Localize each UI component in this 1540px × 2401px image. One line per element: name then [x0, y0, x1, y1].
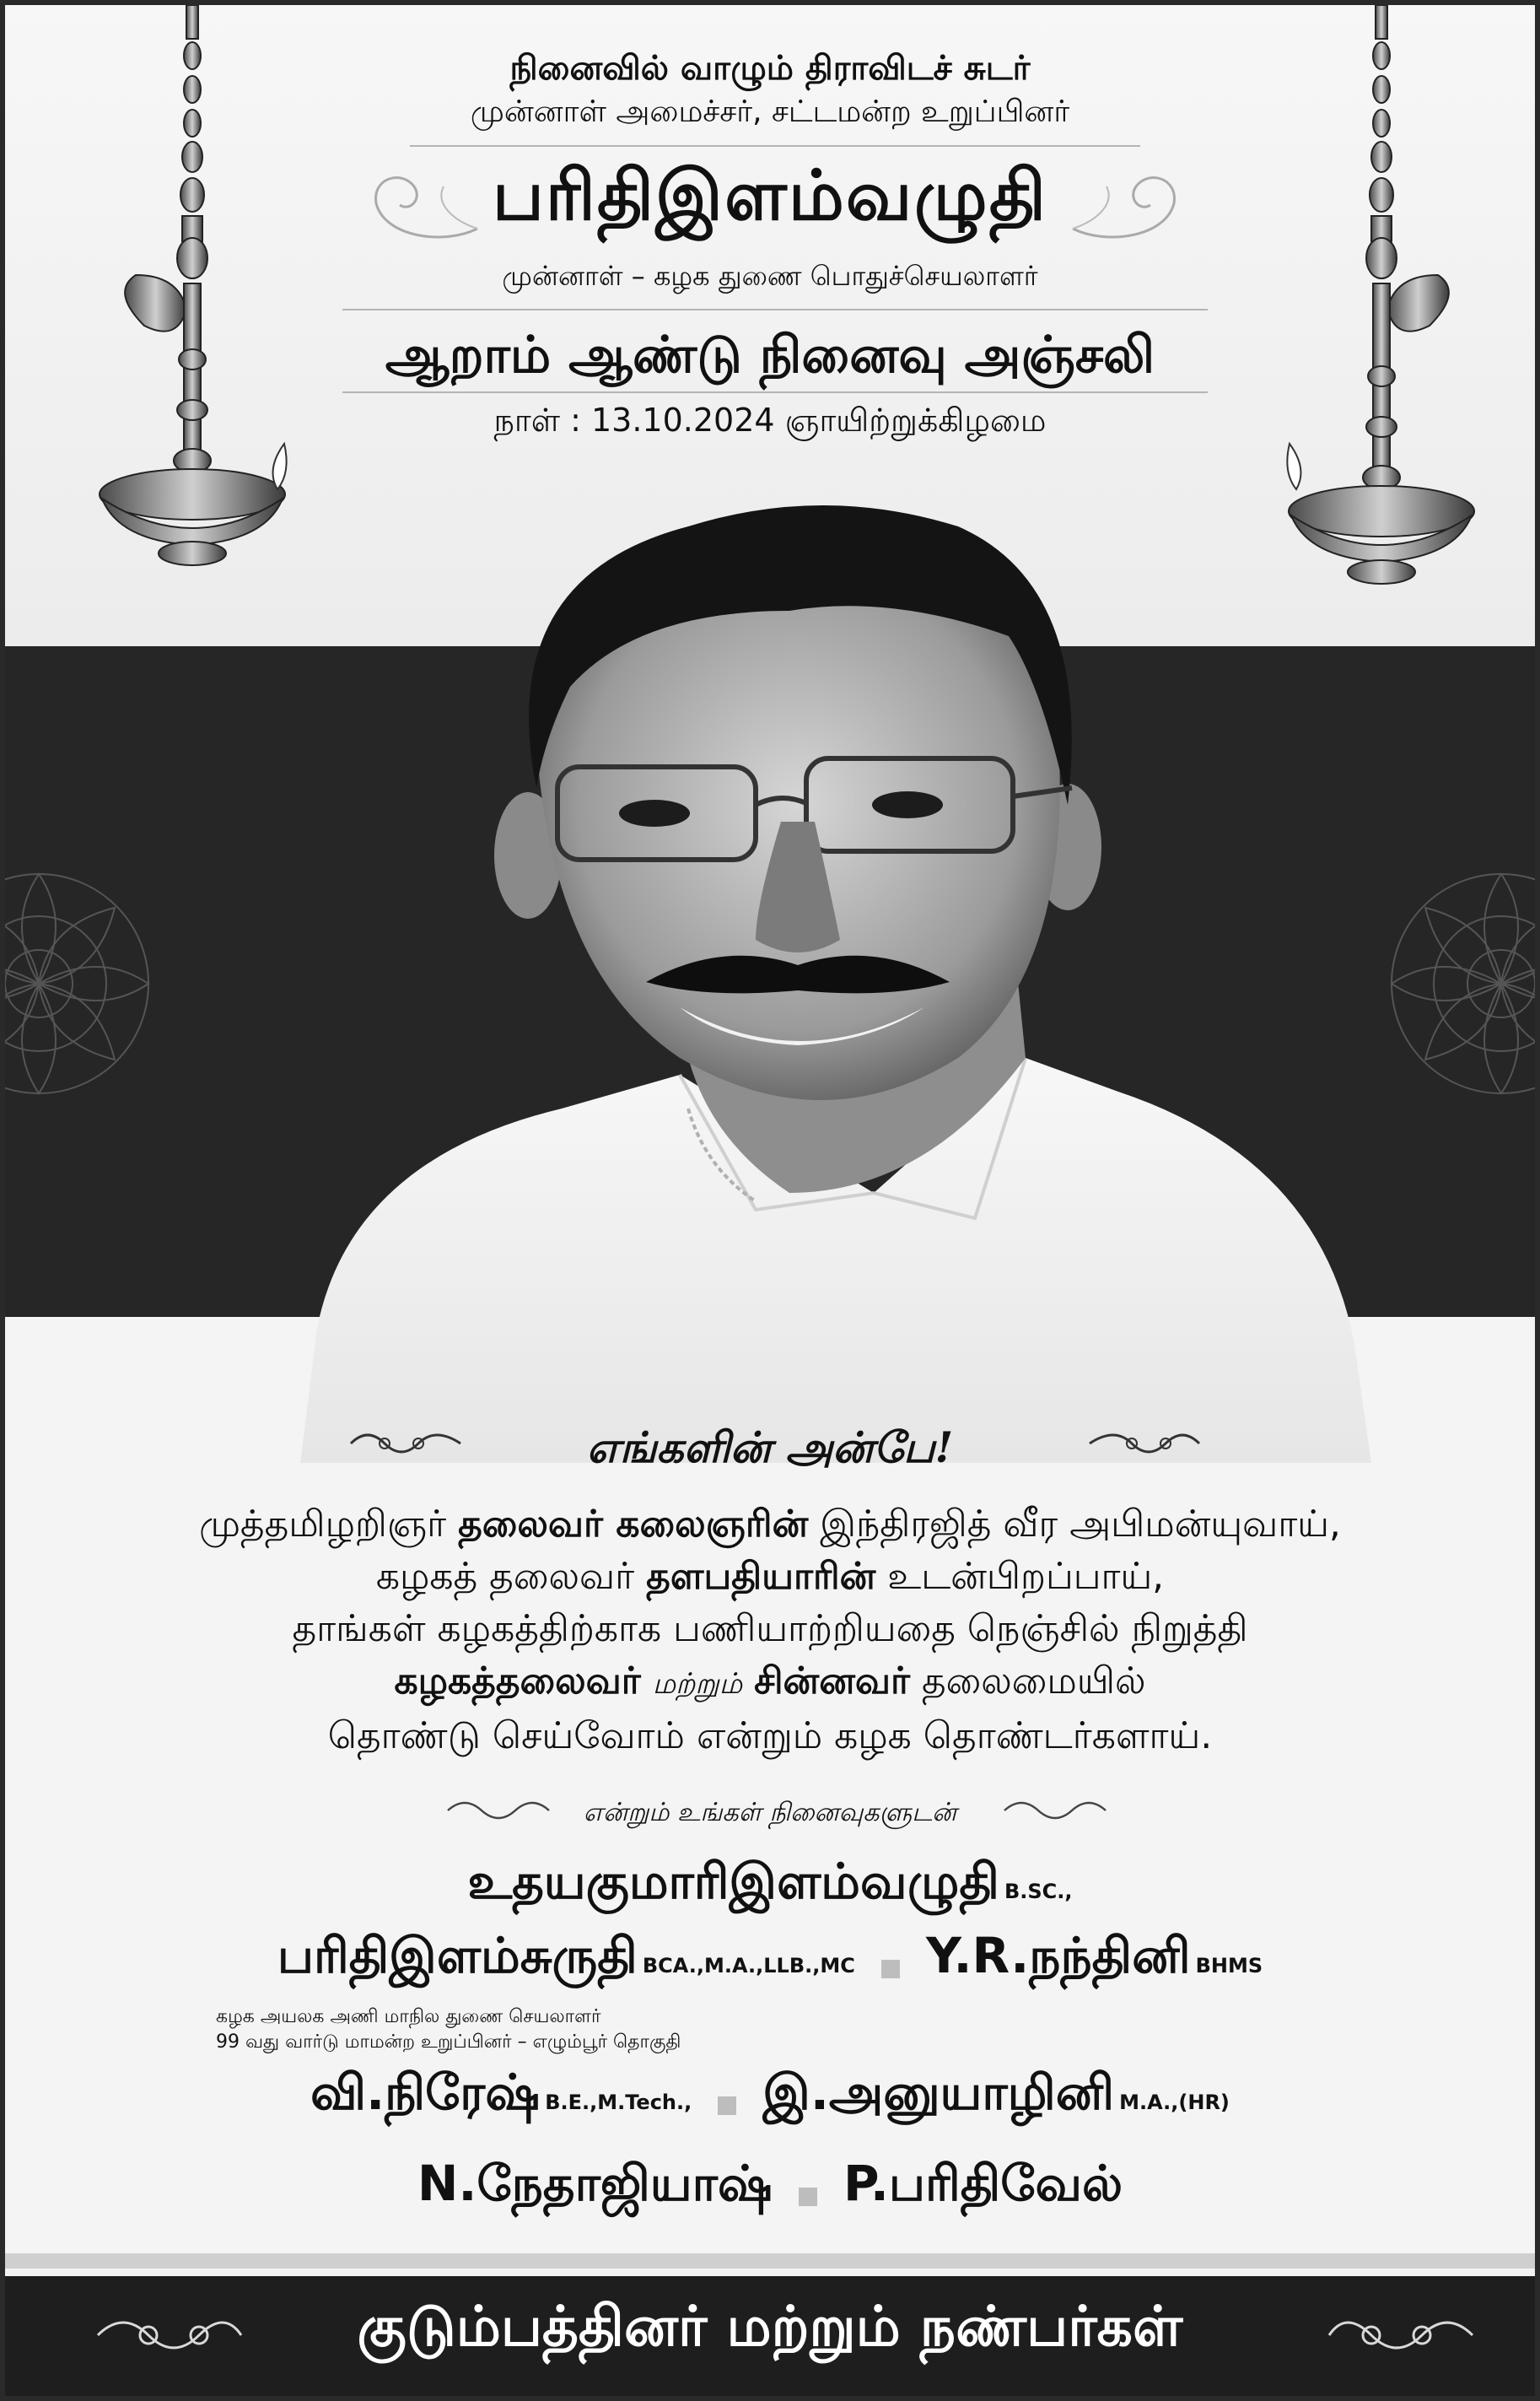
- greeting-heading: எங்களின் அன்பே!: [586, 1422, 954, 1472]
- tribute-line-4: [5, 1655, 1535, 1710]
- family-row-4: [5, 2155, 1535, 2219]
- header-divider-1: [410, 145, 1140, 147]
- family-row-2: [5, 1927, 1535, 1991]
- tribute-line-1-c: இந்திரஜித் வீர அபிமன்யுவாய்,: [820, 1503, 1341, 1546]
- family-name-7: P.பரிதிவேல்: [843, 2155, 1123, 2212]
- tribute-line-4-d: தலைமையில்: [921, 1659, 1146, 1702]
- family-degree-5: M.A.,(HR): [1119, 2091, 1230, 2114]
- tribute-line-2-c: உடன்பிறப்பாய்,: [887, 1555, 1165, 1598]
- tribute-line-1: [5, 1498, 1535, 1551]
- event-date: நாள் : 13.10.2024 ஞாயிற்றுக்கிழமை: [493, 402, 1047, 439]
- mandala-ornament-right-icon: [1366, 714, 1540, 1254]
- footer-divider: [5, 2253, 1535, 2269]
- memories-line: என்றும் உங்கள் நினைவுகளுடன்: [583, 1798, 957, 1827]
- footer-text: குடும்பத்தினர் மற்றும் நண்பர்கள்: [357, 2293, 1183, 2359]
- tribute-line-5: தொண்டு செய்வோம் என்றும் கழக தொண்டர்களாய்.: [327, 1714, 1213, 1757]
- family-name-6: N.நேதாஜியாஷ்: [417, 2155, 773, 2212]
- header-line-2: முன்னாள் அமைச்சர், சட்டமன்ற உறுப்பினர்: [470, 94, 1070, 129]
- family-row-3: [5, 2064, 1535, 2128]
- tribute-line-2-a: கழகத் தலைவர்: [375, 1555, 635, 1598]
- header-divider-2: [342, 309, 1208, 310]
- family-note-1: கழக அயலக அணி மாநில துணை செயலாளர்: [216, 2006, 601, 2027]
- family-degree-3: BHMS: [1195, 1954, 1263, 1977]
- family-row-1: [5, 1853, 1535, 1917]
- family-name-4: வி.நிரேஷ்: [310, 2064, 541, 2121]
- separator-square: [799, 2188, 817, 2206]
- tribute-line-2: [5, 1551, 1535, 1603]
- separator-square: [718, 2096, 736, 2115]
- tribute-line-3: தாங்கள் கழகத்திற்காக பணியாற்றியதை நெஞ்சில் நிறுத்தி: [292, 1607, 1248, 1650]
- honoree-role: முன்னாள் – கழக துணை பொதுச்செயலாளர்: [502, 260, 1038, 292]
- family-degree-1: B.SC.,: [1004, 1880, 1073, 1903]
- family-degree-4: B.E.,M.Tech.,: [545, 2091, 692, 2114]
- honoree-portrait: [283, 467, 1380, 1463]
- tribute-line-2-b: தளபதியாரின்: [646, 1555, 876, 1598]
- honoree-name: பரிதிஇளம்வழுதி: [492, 155, 1048, 236]
- tribute-line-1-b: தலைவர் கலைஞரின்: [458, 1503, 809, 1546]
- family-name-3: Y.R.நந்தினி: [926, 1927, 1191, 1984]
- mandala-ornament-left-icon: [0, 714, 174, 1254]
- family-note-2: 99 வது வார்டு மாமன்ற உறுப்பினர் – எழும்பூர் தொகுதி: [216, 2031, 681, 2053]
- tribute-line-4-a: கழகத்தலைவர்: [394, 1659, 641, 1702]
- separator-square: [881, 1960, 900, 1978]
- family-degree-2: BCA.,M.A.,LLB.,MC: [642, 1954, 855, 1977]
- anniversary-title: ஆறாம் ஆண்டு நினைவு அஞ்சலி: [385, 326, 1155, 385]
- family-name-5: இ.அனுயாழினி: [762, 2064, 1115, 2121]
- family-name-2: பரிதிஇளம்சுருதி: [277, 1927, 638, 1984]
- tribute-line-4-c: சின்னவர்: [754, 1659, 910, 1702]
- tribute-paragraph: [5, 1498, 1535, 1762]
- family-name-1: உதயகுமாரிஇளம்வழுதி: [467, 1853, 999, 1910]
- header-divider-3: [342, 391, 1208, 393]
- tribute-line-1-a: முத்தமிழறிஞர்: [199, 1503, 447, 1546]
- tribute-line-4-b: மற்றும்: [652, 1667, 743, 1701]
- header-line-1: நினைவில் வாழும் திராவிடச் சுடர்: [509, 49, 1031, 88]
